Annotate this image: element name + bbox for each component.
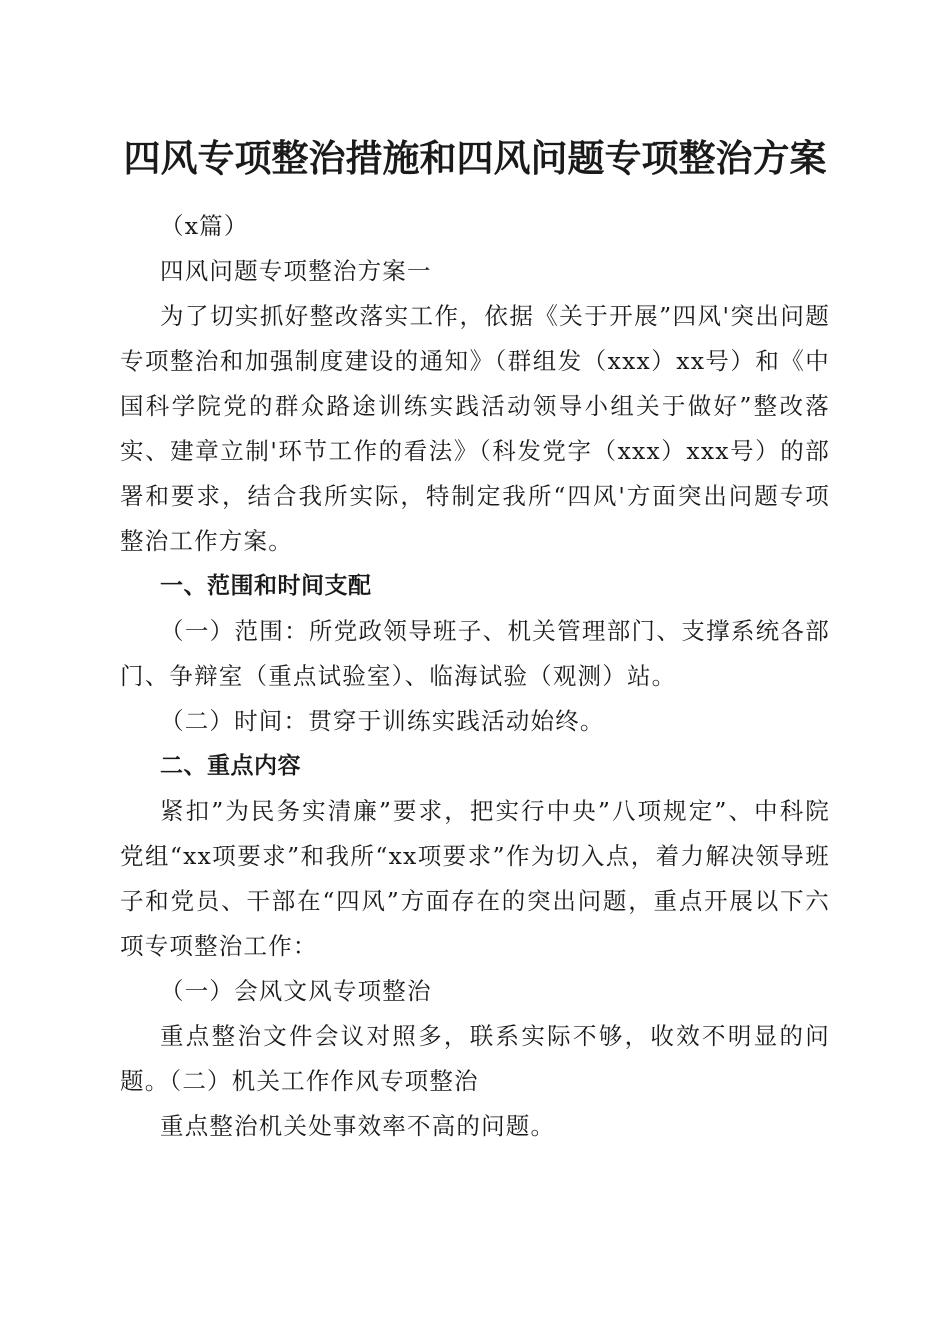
paragraph-introduction: 为了切实抓好整改落实工作，依据《关于开展”四风'突出问题专项整治和加强制度建设的通知》（群组发（xxx）xx号）和《中国科学院党的群众路途训练实践活动领导小组关于做好”整改落实、建章立制'环节工作的看法》（科发党字（xxx）xxx号）的部署和要求，结合我所实际，特制定我所“四风'方面突出问题专项整治工作方案。 xyxy=(120,302,830,555)
document-title: 四风专项整治措施和四风问题专项整治方案 xyxy=(123,136,827,180)
paragraph-series-note: （x篇） xyxy=(160,212,249,240)
paragraph-scope: （一）范围：所党政领导班子、机关管理部门、支撑系统各部门、争辩室（重点试验室）、临海试验（观测）站。 xyxy=(120,617,830,690)
paragraph-meeting-style: 重点整治文件会议对照多，联系实际不够，收效不明显的问题。（二）机关工作作风专项整治 xyxy=(120,1022,830,1095)
subheading-meeting-style: （一）会风文风专项整治 xyxy=(160,977,432,1005)
section-heading-key-content: 二、重点内容 xyxy=(160,753,301,779)
paragraph-office-style: 重点整治机关处事效率不高的问题。 xyxy=(160,1112,556,1140)
section-heading-scope-time: 一、范围和时间支配 xyxy=(160,573,372,599)
paragraph-time: （二）时间：贯穿于训练实践活动始终。 xyxy=(160,707,605,735)
document-body xyxy=(120,204,830,1149)
paragraph-plan-one-heading: 四风问题专项整治方案一 xyxy=(160,257,432,285)
paragraph-key-content: 紧扣”为民务实清廉”要求，把实行中央”八项规定”、中科院党组“xx项要求”和我所“xx项要求”作为切入点，着力解决领导班子和党员、干部在“四风”方面存在的突出问题，重点开展以下六项专项整治工作： xyxy=(120,797,830,960)
